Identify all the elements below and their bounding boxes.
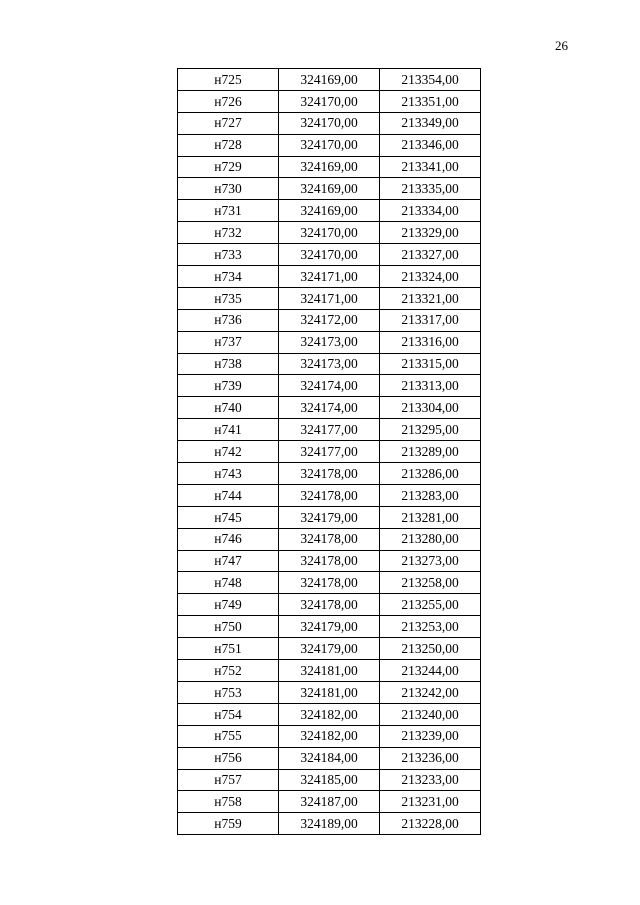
point-id-cell: н747: [178, 550, 279, 572]
x-coordinate-cell: 324181,00: [279, 681, 380, 703]
point-id-cell: н743: [178, 463, 279, 485]
y-coordinate-cell: 213233,00: [380, 769, 481, 791]
table-row: [178, 331, 481, 353]
point-id-cell: н734: [178, 266, 279, 288]
point-id-cell: н742: [178, 441, 279, 463]
y-coordinate-cell: 213354,00: [380, 69, 481, 91]
x-coordinate-cell: 324169,00: [279, 178, 380, 200]
x-coordinate-cell: 324170,00: [279, 134, 380, 156]
x-coordinate-cell: 324170,00: [279, 222, 380, 244]
y-coordinate-cell: 213327,00: [380, 244, 481, 266]
y-coordinate-cell: 213253,00: [380, 616, 481, 638]
x-coordinate-cell: 324177,00: [279, 441, 380, 463]
table-row: [178, 572, 481, 594]
x-coordinate-cell: 324187,00: [279, 791, 380, 813]
y-coordinate-cell: 213329,00: [380, 222, 481, 244]
point-id-cell: н736: [178, 309, 279, 331]
table-row: [178, 222, 481, 244]
table-row: [178, 528, 481, 550]
point-id-cell: н731: [178, 200, 279, 222]
y-coordinate-cell: 213281,00: [380, 506, 481, 528]
point-id-cell: н745: [178, 506, 279, 528]
table-row: [178, 660, 481, 682]
y-coordinate-cell: 213231,00: [380, 791, 481, 813]
y-coordinate-cell: 213316,00: [380, 331, 481, 353]
x-coordinate-cell: 324169,00: [279, 69, 380, 91]
x-coordinate-cell: 324173,00: [279, 331, 380, 353]
table-row: [178, 134, 481, 156]
x-coordinate-cell: 324178,00: [279, 594, 380, 616]
x-coordinate-cell: 324173,00: [279, 353, 380, 375]
table-row: [178, 397, 481, 419]
y-coordinate-cell: 213250,00: [380, 638, 481, 660]
y-coordinate-cell: 213255,00: [380, 594, 481, 616]
point-id-cell: н738: [178, 353, 279, 375]
point-id-cell: н753: [178, 681, 279, 703]
y-coordinate-cell: 213295,00: [380, 419, 481, 441]
y-coordinate-cell: 213313,00: [380, 375, 481, 397]
x-coordinate-cell: 324178,00: [279, 528, 380, 550]
y-coordinate-cell: 213239,00: [380, 725, 481, 747]
x-coordinate-cell: 324172,00: [279, 309, 380, 331]
point-id-cell: н756: [178, 747, 279, 769]
point-id-cell: н748: [178, 572, 279, 594]
y-coordinate-cell: 213351,00: [380, 90, 481, 112]
x-coordinate-cell: 324174,00: [279, 375, 380, 397]
x-coordinate-cell: 324182,00: [279, 703, 380, 725]
table-row: [178, 266, 481, 288]
point-id-cell: н735: [178, 287, 279, 309]
x-coordinate-cell: 324178,00: [279, 572, 380, 594]
y-coordinate-cell: 213289,00: [380, 441, 481, 463]
table-row: [178, 244, 481, 266]
x-coordinate-cell: 324189,00: [279, 813, 380, 835]
point-id-cell: н752: [178, 660, 279, 682]
table-row: [178, 703, 481, 725]
point-id-cell: н746: [178, 528, 279, 550]
table-row: [178, 90, 481, 112]
table-row: [178, 353, 481, 375]
table-row: [178, 813, 481, 835]
point-id-cell: н733: [178, 244, 279, 266]
table-row: [178, 506, 481, 528]
coordinates-table-body: [178, 69, 481, 835]
table-row: [178, 419, 481, 441]
x-coordinate-cell: 324177,00: [279, 419, 380, 441]
point-id-cell: н741: [178, 419, 279, 441]
y-coordinate-cell: 213228,00: [380, 813, 481, 835]
y-coordinate-cell: 213286,00: [380, 463, 481, 485]
y-coordinate-cell: 213346,00: [380, 134, 481, 156]
x-coordinate-cell: 324182,00: [279, 725, 380, 747]
point-id-cell: н759: [178, 813, 279, 835]
table-row: [178, 287, 481, 309]
x-coordinate-cell: 324185,00: [279, 769, 380, 791]
x-coordinate-cell: 324170,00: [279, 90, 380, 112]
point-id-cell: н754: [178, 703, 279, 725]
x-coordinate-cell: 324170,00: [279, 244, 380, 266]
y-coordinate-cell: 213321,00: [380, 287, 481, 309]
y-coordinate-cell: 213242,00: [380, 681, 481, 703]
table-row: [178, 375, 481, 397]
point-id-cell: н732: [178, 222, 279, 244]
table-row: [178, 681, 481, 703]
table-row: [178, 594, 481, 616]
point-id-cell: н758: [178, 791, 279, 813]
y-coordinate-cell: 213280,00: [380, 528, 481, 550]
y-coordinate-cell: 213341,00: [380, 156, 481, 178]
table-row: [178, 309, 481, 331]
point-id-cell: н737: [178, 331, 279, 353]
y-coordinate-cell: 213283,00: [380, 484, 481, 506]
y-coordinate-cell: 213324,00: [380, 266, 481, 288]
x-coordinate-cell: 324184,00: [279, 747, 380, 769]
x-coordinate-cell: 324179,00: [279, 506, 380, 528]
y-coordinate-cell: 213236,00: [380, 747, 481, 769]
x-coordinate-cell: 324178,00: [279, 463, 380, 485]
point-id-cell: н755: [178, 725, 279, 747]
table-row: [178, 112, 481, 134]
table-row: [178, 463, 481, 485]
table-row: [178, 725, 481, 747]
point-id-cell: н726: [178, 90, 279, 112]
table-row: [178, 484, 481, 506]
x-coordinate-cell: 324181,00: [279, 660, 380, 682]
x-coordinate-cell: 324169,00: [279, 200, 380, 222]
y-coordinate-cell: 213335,00: [380, 178, 481, 200]
y-coordinate-cell: 213258,00: [380, 572, 481, 594]
y-coordinate-cell: 213304,00: [380, 397, 481, 419]
x-coordinate-cell: 324174,00: [279, 397, 380, 419]
table-row: [178, 747, 481, 769]
point-id-cell: н757: [178, 769, 279, 791]
x-coordinate-cell: 324170,00: [279, 112, 380, 134]
table-row: [178, 638, 481, 660]
x-coordinate-cell: 324169,00: [279, 156, 380, 178]
y-coordinate-cell: 213315,00: [380, 353, 481, 375]
y-coordinate-cell: 213240,00: [380, 703, 481, 725]
point-id-cell: н730: [178, 178, 279, 200]
table-row: [178, 156, 481, 178]
y-coordinate-cell: 213244,00: [380, 660, 481, 682]
point-id-cell: н751: [178, 638, 279, 660]
table-row: [178, 200, 481, 222]
y-coordinate-cell: 213317,00: [380, 309, 481, 331]
point-id-cell: н727: [178, 112, 279, 134]
table-row: [178, 69, 481, 91]
point-id-cell: н750: [178, 616, 279, 638]
x-coordinate-cell: 324179,00: [279, 616, 380, 638]
x-coordinate-cell: 324171,00: [279, 287, 380, 309]
point-id-cell: н740: [178, 397, 279, 419]
point-id-cell: н744: [178, 484, 279, 506]
table-row: [178, 769, 481, 791]
y-coordinate-cell: 213349,00: [380, 112, 481, 134]
table-row: [178, 791, 481, 813]
x-coordinate-cell: 324178,00: [279, 550, 380, 572]
y-coordinate-cell: 213334,00: [380, 200, 481, 222]
x-coordinate-cell: 324179,00: [279, 638, 380, 660]
table-row: [178, 441, 481, 463]
coordinates-table: [177, 68, 481, 835]
point-id-cell: н728: [178, 134, 279, 156]
table-row: [178, 178, 481, 200]
x-coordinate-cell: 324178,00: [279, 484, 380, 506]
point-id-cell: н725: [178, 69, 279, 91]
table-row: [178, 616, 481, 638]
point-id-cell: н729: [178, 156, 279, 178]
point-id-cell: н749: [178, 594, 279, 616]
table-row: [178, 550, 481, 572]
y-coordinate-cell: 213273,00: [380, 550, 481, 572]
x-coordinate-cell: 324171,00: [279, 266, 380, 288]
point-id-cell: н739: [178, 375, 279, 397]
page-number: 26: [555, 38, 568, 53]
